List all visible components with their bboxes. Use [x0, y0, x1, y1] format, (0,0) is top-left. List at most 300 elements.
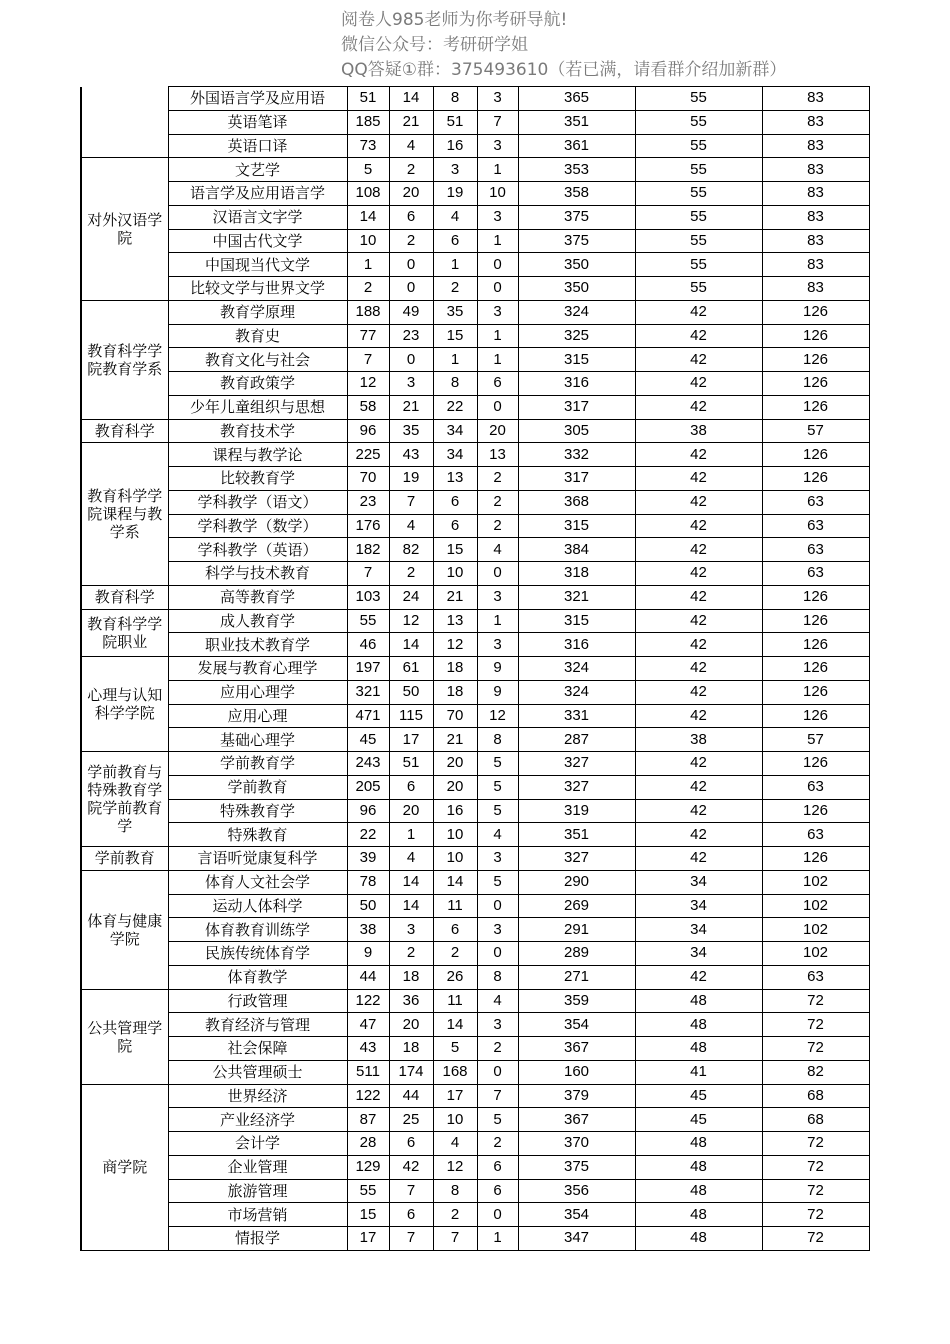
score-cell-5: 367 — [518, 1037, 635, 1061]
score-cell-3: 51 — [433, 110, 477, 134]
score-cell-4: 1 — [477, 348, 518, 372]
score-cell-3: 14 — [433, 1013, 477, 1037]
score-cell-1: 7 — [347, 562, 389, 586]
score-cell-6: 48 — [635, 989, 762, 1013]
score-cell-6: 42 — [635, 823, 762, 847]
score-cell-4: 12 — [477, 704, 518, 728]
table-row — [81, 989, 869, 1013]
score-cell-5: 271 — [518, 965, 635, 989]
score-cell-4: 3 — [477, 847, 518, 871]
score-cell-4: 9 — [477, 657, 518, 681]
score-cell-6: 34 — [635, 894, 762, 918]
table-row — [81, 633, 869, 657]
score-cell-3: 26 — [433, 965, 477, 989]
score-cell-5: 370 — [518, 1132, 635, 1156]
table-row — [81, 942, 869, 966]
score-cell-4: 1 — [477, 158, 518, 182]
major-name-cell: 教育史 — [168, 324, 347, 348]
score-cell-1: 122 — [347, 989, 389, 1013]
score-cell-6: 42 — [635, 799, 762, 823]
score-cell-6: 55 — [635, 134, 762, 158]
major-name-cell: 言语听觉康复科学 — [168, 847, 347, 871]
score-cell-2: 82 — [389, 538, 433, 562]
table-row — [81, 562, 869, 586]
major-name-cell: 比较文学与世界文学 — [168, 277, 347, 301]
score-cell-5: 325 — [518, 324, 635, 348]
score-cell-7: 83 — [762, 182, 869, 206]
score-cell-3: 8 — [433, 372, 477, 396]
score-cell-6: 48 — [635, 1037, 762, 1061]
score-cell-3: 6 — [433, 918, 477, 942]
college-name-cell — [81, 657, 168, 752]
score-cell-5: 305 — [518, 419, 635, 443]
table-row — [81, 419, 869, 443]
score-cell-6: 48 — [635, 1132, 762, 1156]
score-cell-5: 290 — [518, 870, 635, 894]
score-cell-1: 96 — [347, 419, 389, 443]
major-name-cell: 职业技术教育学 — [168, 633, 347, 657]
score-cell-1: 23 — [347, 490, 389, 514]
score-cell-4: 4 — [477, 989, 518, 1013]
score-cell-6: 42 — [635, 324, 762, 348]
score-cell-4: 1 — [477, 229, 518, 253]
score-cell-3: 10 — [433, 823, 477, 847]
score-cell-6: 55 — [635, 110, 762, 134]
score-cell-4: 8 — [477, 965, 518, 989]
score-cell-7: 126 — [762, 467, 869, 491]
score-cell-6: 55 — [635, 229, 762, 253]
score-cell-1: 243 — [347, 752, 389, 776]
score-cell-4: 0 — [477, 277, 518, 301]
college-name-cell — [81, 989, 168, 1084]
score-cell-4: 2 — [477, 514, 518, 538]
score-cell-2: 36 — [389, 989, 433, 1013]
major-name-cell: 学前教育学 — [168, 752, 347, 776]
score-cell-3: 17 — [433, 1084, 477, 1108]
score-cell-5: 315 — [518, 348, 635, 372]
score-cell-3: 2 — [433, 277, 477, 301]
score-cell-6: 42 — [635, 965, 762, 989]
major-name-cell: 科学与技术教育 — [168, 562, 347, 586]
table-row — [81, 728, 869, 752]
score-cell-2: 0 — [389, 277, 433, 301]
score-cell-4: 0 — [477, 562, 518, 586]
score-cell-7: 126 — [762, 609, 869, 633]
table-row — [81, 1060, 869, 1084]
score-cell-5: 324 — [518, 657, 635, 681]
score-cell-1: 511 — [347, 1060, 389, 1084]
score-cell-7: 57 — [762, 728, 869, 752]
score-cell-3: 2 — [433, 942, 477, 966]
score-cell-7: 72 — [762, 989, 869, 1013]
score-cell-1: 103 — [347, 585, 389, 609]
score-cell-7: 72 — [762, 1132, 869, 1156]
score-cell-4: 6 — [477, 1179, 518, 1203]
score-cell-2: 19 — [389, 467, 433, 491]
table-row — [81, 205, 869, 229]
score-cell-4: 5 — [477, 775, 518, 799]
score-cell-2: 49 — [389, 300, 433, 324]
table-row — [81, 585, 869, 609]
score-cell-5: 317 — [518, 395, 635, 419]
score-cell-4: 3 — [477, 633, 518, 657]
score-cell-2: 12 — [389, 609, 433, 633]
score-cell-7: 83 — [762, 158, 869, 182]
score-cell-1: 185 — [347, 110, 389, 134]
table-row — [81, 775, 869, 799]
score-cell-7: 63 — [762, 823, 869, 847]
table-row — [81, 847, 869, 871]
score-cell-7: 126 — [762, 847, 869, 871]
score-cell-2: 174 — [389, 1060, 433, 1084]
major-name-cell: 教育经济与管理 — [168, 1013, 347, 1037]
score-cell-6: 55 — [635, 158, 762, 182]
score-cell-1: 471 — [347, 704, 389, 728]
score-cell-3: 16 — [433, 799, 477, 823]
score-cell-2: 0 — [389, 253, 433, 277]
header-line-3: QQ答疑①群：375493610（若已满，请看群介绍加新群） — [341, 60, 787, 80]
score-cell-5: 331 — [518, 704, 635, 728]
major-name-cell: 应用心理 — [168, 704, 347, 728]
college-name: 公共管理学院 — [87, 1018, 163, 1055]
score-cell-4: 0 — [477, 253, 518, 277]
score-cell-3: 21 — [433, 728, 477, 752]
score-cell-2: 42 — [389, 1155, 433, 1179]
major-name-cell: 教育技术学 — [168, 419, 347, 443]
score-cell-6: 55 — [635, 205, 762, 229]
major-name-cell: 体育教育训练学 — [168, 918, 347, 942]
score-cell-5: 291 — [518, 918, 635, 942]
score-cell-4: 1 — [477, 324, 518, 348]
score-cell-2: 44 — [389, 1084, 433, 1108]
score-cell-2: 3 — [389, 372, 433, 396]
score-cell-4: 0 — [477, 1203, 518, 1227]
score-cell-2: 51 — [389, 752, 433, 776]
score-cell-1: 43 — [347, 1037, 389, 1061]
score-cell-4: 10 — [477, 182, 518, 206]
score-cell-1: 17 — [347, 1227, 389, 1251]
score-cell-2: 17 — [389, 728, 433, 752]
score-cell-1: 1 — [347, 253, 389, 277]
score-cell-5: 367 — [518, 1108, 635, 1132]
major-name-cell: 情报学 — [168, 1227, 347, 1251]
score-cell-6: 42 — [635, 538, 762, 562]
score-cell-5: 347 — [518, 1227, 635, 1251]
score-cell-5: 269 — [518, 894, 635, 918]
table-row — [81, 348, 869, 372]
score-cell-7: 83 — [762, 229, 869, 253]
score-cell-5: 315 — [518, 609, 635, 633]
score-cell-5: 321 — [518, 585, 635, 609]
college-name: 商学院 — [102, 1158, 148, 1177]
score-cell-3: 22 — [433, 395, 477, 419]
college-name: 教育科学 — [94, 588, 155, 607]
score-cell-7: 126 — [762, 348, 869, 372]
score-cell-2: 115 — [389, 704, 433, 728]
score-cell-5: 319 — [518, 799, 635, 823]
score-cell-5: 375 — [518, 229, 635, 253]
score-cell-7: 68 — [762, 1084, 869, 1108]
score-cell-1: 108 — [347, 182, 389, 206]
score-cell-7: 72 — [762, 1179, 869, 1203]
score-cell-6: 42 — [635, 562, 762, 586]
header-line-2: 微信公众号：考研研学姐 — [341, 35, 528, 55]
score-cell-1: 22 — [347, 823, 389, 847]
major-name-cell: 应用心理学 — [168, 680, 347, 704]
college-name: 学前教育 — [94, 849, 155, 868]
score-cell-5: 332 — [518, 443, 635, 467]
score-cell-7: 63 — [762, 562, 869, 586]
score-cell-7: 63 — [762, 775, 869, 799]
score-cell-3: 4 — [433, 1132, 477, 1156]
score-cell-2: 6 — [389, 1132, 433, 1156]
major-name-cell: 文艺学 — [168, 158, 347, 182]
score-cell-1: 197 — [347, 657, 389, 681]
score-cell-3: 8 — [433, 1179, 477, 1203]
score-cell-2: 1 — [389, 823, 433, 847]
score-cell-6: 34 — [635, 942, 762, 966]
score-cell-3: 10 — [433, 1108, 477, 1132]
major-name-cell: 世界经济 — [168, 1084, 347, 1108]
score-cell-3: 10 — [433, 562, 477, 586]
score-cell-4: 2 — [477, 1037, 518, 1061]
score-cell-6: 48 — [635, 1155, 762, 1179]
score-cell-7: 83 — [762, 110, 869, 134]
score-cell-6: 38 — [635, 728, 762, 752]
score-cell-1: 205 — [347, 775, 389, 799]
score-cell-3: 1 — [433, 253, 477, 277]
score-cell-7: 83 — [762, 277, 869, 301]
score-cell-3: 21 — [433, 585, 477, 609]
score-cell-6: 55 — [635, 182, 762, 206]
score-cell-3: 168 — [433, 1060, 477, 1084]
score-cell-2: 4 — [389, 847, 433, 871]
score-cell-4: 3 — [477, 87, 518, 111]
major-name-cell: 基础心理学 — [168, 728, 347, 752]
score-cell-2: 23 — [389, 324, 433, 348]
score-cell-2: 3 — [389, 918, 433, 942]
college-name-cell — [81, 87, 168, 158]
score-cell-6: 38 — [635, 419, 762, 443]
score-cell-2: 43 — [389, 443, 433, 467]
score-cell-5: 351 — [518, 110, 635, 134]
score-cell-4: 3 — [477, 300, 518, 324]
score-cell-1: 46 — [347, 633, 389, 657]
score-cell-5: 324 — [518, 680, 635, 704]
score-cell-3: 1 — [433, 348, 477, 372]
score-cell-4: 3 — [477, 585, 518, 609]
score-cell-1: 47 — [347, 1013, 389, 1037]
score-cell-2: 18 — [389, 965, 433, 989]
score-cell-2: 7 — [389, 1227, 433, 1251]
score-cell-1: 182 — [347, 538, 389, 562]
score-cell-7: 126 — [762, 799, 869, 823]
score-cell-4: 5 — [477, 870, 518, 894]
score-cell-6: 42 — [635, 680, 762, 704]
score-cell-2: 21 — [389, 395, 433, 419]
table-row — [81, 657, 869, 681]
table-row — [81, 1037, 869, 1061]
score-cell-2: 14 — [389, 633, 433, 657]
score-cell-6: 42 — [635, 300, 762, 324]
score-cell-7: 68 — [762, 1108, 869, 1132]
score-cell-2: 14 — [389, 894, 433, 918]
college-name-cell — [81, 419, 168, 443]
score-cell-6: 42 — [635, 609, 762, 633]
table-row — [81, 443, 869, 467]
score-cell-1: 176 — [347, 514, 389, 538]
score-cell-3: 11 — [433, 894, 477, 918]
major-name-cell: 特殊教育 — [168, 823, 347, 847]
score-cell-4: 0 — [477, 942, 518, 966]
score-cell-7: 83 — [762, 253, 869, 277]
score-cell-3: 20 — [433, 775, 477, 799]
major-name-cell: 市场营销 — [168, 1203, 347, 1227]
college-name-cell — [81, 847, 168, 871]
watermark-header — [341, 8, 941, 83]
score-cell-6: 42 — [635, 514, 762, 538]
score-cell-1: 45 — [347, 728, 389, 752]
major-name-cell: 成人教育学 — [168, 609, 347, 633]
score-cell-2: 20 — [389, 1013, 433, 1037]
major-name-cell: 企业管理 — [168, 1155, 347, 1179]
score-cell-3: 20 — [433, 752, 477, 776]
college-name-cell — [81, 870, 168, 989]
score-cell-7: 126 — [762, 680, 869, 704]
score-cell-1: 58 — [347, 395, 389, 419]
score-cell-7: 72 — [762, 1203, 869, 1227]
score-cell-7: 126 — [762, 752, 869, 776]
major-name-cell: 公共管理硕士 — [168, 1060, 347, 1084]
score-cell-5: 327 — [518, 847, 635, 871]
score-cell-4: 6 — [477, 372, 518, 396]
score-cell-2: 20 — [389, 799, 433, 823]
score-cell-7: 72 — [762, 1155, 869, 1179]
score-cell-1: 87 — [347, 1108, 389, 1132]
major-name-cell: 行政管理 — [168, 989, 347, 1013]
table-row — [81, 1132, 869, 1156]
table-row — [81, 538, 869, 562]
score-cell-1: 44 — [347, 965, 389, 989]
score-cell-2: 50 — [389, 680, 433, 704]
score-cell-3: 34 — [433, 419, 477, 443]
score-cell-7: 72 — [762, 1227, 869, 1251]
score-cell-6: 42 — [635, 847, 762, 871]
score-cell-6: 45 — [635, 1084, 762, 1108]
score-cell-7: 63 — [762, 965, 869, 989]
major-name-cell: 教育文化与社会 — [168, 348, 347, 372]
major-name-cell: 发展与教育心理学 — [168, 657, 347, 681]
college-name: 心理与认知科学学院 — [87, 686, 163, 722]
score-cell-6: 42 — [635, 490, 762, 514]
score-cell-7: 126 — [762, 443, 869, 467]
college-name: 对外汉语学院 — [87, 211, 163, 247]
score-cell-5: 316 — [518, 372, 635, 396]
score-cell-7: 102 — [762, 894, 869, 918]
score-cell-2: 4 — [389, 514, 433, 538]
score-cell-7: 126 — [762, 704, 869, 728]
score-cell-1: 96 — [347, 799, 389, 823]
table-row — [81, 680, 869, 704]
score-cell-1: 55 — [347, 609, 389, 633]
score-cell-3: 13 — [433, 609, 477, 633]
score-cell-4: 5 — [477, 1108, 518, 1132]
admission-score-table — [80, 86, 870, 1251]
major-name-cell: 学前教育 — [168, 775, 347, 799]
table-row — [81, 134, 869, 158]
score-cell-6: 48 — [635, 1179, 762, 1203]
score-cell-3: 15 — [433, 538, 477, 562]
score-cell-4: 2 — [477, 490, 518, 514]
score-cell-1: 9 — [347, 942, 389, 966]
table-row — [81, 894, 869, 918]
score-cell-4: 8 — [477, 728, 518, 752]
score-cell-5: 358 — [518, 182, 635, 206]
score-cell-1: 39 — [347, 847, 389, 871]
score-cell-5: 354 — [518, 1203, 635, 1227]
score-cell-2: 25 — [389, 1108, 433, 1132]
college-name: 体育与健康学院 — [87, 911, 163, 948]
score-cell-5: 327 — [518, 752, 635, 776]
score-cell-4: 2 — [477, 467, 518, 491]
score-cell-3: 35 — [433, 300, 477, 324]
score-cell-1: 28 — [347, 1132, 389, 1156]
score-cell-3: 13 — [433, 467, 477, 491]
score-cell-1: 321 — [347, 680, 389, 704]
score-cell-2: 21 — [389, 110, 433, 134]
score-cell-5: 351 — [518, 823, 635, 847]
table-row — [81, 1203, 869, 1227]
table-row — [81, 1155, 869, 1179]
score-cell-4: 2 — [477, 1132, 518, 1156]
major-name-cell: 运动人体科学 — [168, 894, 347, 918]
score-cell-7: 63 — [762, 514, 869, 538]
score-cell-7: 126 — [762, 633, 869, 657]
college-name: 教育科学 — [94, 421, 155, 440]
table-row — [81, 300, 869, 324]
college-name: 教育科学学院职业 — [87, 614, 163, 651]
score-cell-7: 63 — [762, 538, 869, 562]
table-row — [81, 1084, 869, 1108]
major-name-cell: 教育学原理 — [168, 300, 347, 324]
score-cell-1: 77 — [347, 324, 389, 348]
table-row — [81, 395, 869, 419]
major-name-cell: 体育人文社会学 — [168, 870, 347, 894]
score-cell-6: 42 — [635, 657, 762, 681]
score-cell-2: 14 — [389, 87, 433, 111]
table-row — [81, 182, 869, 206]
major-name-cell: 民族传统体育学 — [168, 942, 347, 966]
score-cell-5: 368 — [518, 490, 635, 514]
score-cell-6: 42 — [635, 395, 762, 419]
score-cell-5: 379 — [518, 1084, 635, 1108]
score-cell-1: 12 — [347, 372, 389, 396]
score-cell-2: 4 — [389, 134, 433, 158]
score-cell-6: 55 — [635, 253, 762, 277]
score-cell-5: 324 — [518, 300, 635, 324]
major-name-cell: 外国语言学及应用语 — [168, 87, 347, 111]
major-name-cell: 高等教育学 — [168, 585, 347, 609]
score-cell-5: 350 — [518, 277, 635, 301]
score-cell-3: 19 — [433, 182, 477, 206]
score-cell-3: 12 — [433, 1155, 477, 1179]
major-name-cell: 语言学及应用语言学 — [168, 182, 347, 206]
score-cell-7: 102 — [762, 918, 869, 942]
score-cell-4: 7 — [477, 1084, 518, 1108]
score-cell-6: 42 — [635, 348, 762, 372]
major-name-cell: 会计学 — [168, 1132, 347, 1156]
score-cell-7: 83 — [762, 87, 869, 111]
